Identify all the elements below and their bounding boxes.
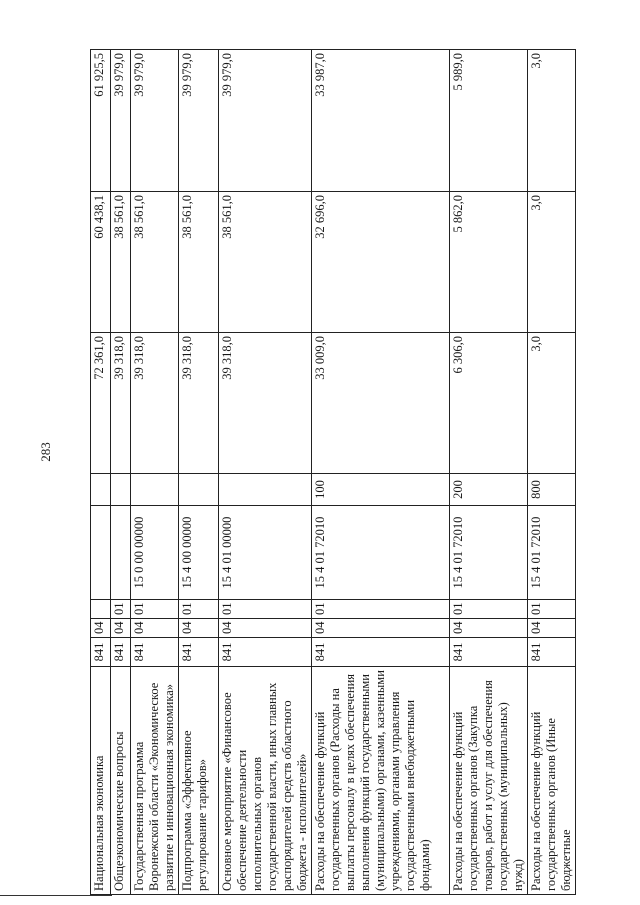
amount-year3: 39 979,0 [179,50,219,192]
amount-year3: 39 979,0 [219,50,312,192]
ministry-code: 841 [179,638,219,667]
row-name: Общеэкономические вопросы [111,667,131,895]
expense-type-code: 200 [450,474,528,506]
subsection-code: 01 [111,600,131,619]
table-row [179,50,219,895]
amount-year1: 3,0 [528,333,576,474]
amount-year1: 33 009,0 [312,333,450,474]
amount-year2: 60 438,1 [91,192,111,333]
row-name: Основное мероприятие «Финансовое обеспечение деятельности исполнительных органов государственной власти, иных главных распорядителей средств областного бюджета - исполнителей» [219,667,312,895]
expense-type-code [111,474,131,506]
amount-year2: 38 561,0 [111,192,131,333]
subsection-code: 01 [312,600,450,619]
amount-year1: 39 318,0 [219,333,312,474]
target-article-code [91,506,111,600]
footnote-rule [0,895,112,896]
expense-type-code [179,474,219,506]
target-article-code [111,506,131,600]
ministry-code: 841 [528,638,576,667]
table-row [111,50,131,895]
expense-type-code: 800 [528,474,576,506]
rotated-page-content [90,50,618,895]
expense-type-code [219,474,312,506]
target-article-code: 15 0 00 00000 [131,506,179,600]
section-code: 04 [111,619,131,638]
target-article-code: 15 4 00 00000 [179,506,219,600]
amount-year2: 3,0 [528,192,576,333]
target-article-code: 15 4 01 72010 [312,506,450,600]
row-name: Национальная экономика [91,667,111,895]
section-code: 04 [450,619,528,638]
row-name: Расходы на обеспечение функций государственных органов (Закупка товаров, работ и услуг для обеспечения государственных (муниципальных) нужд) [450,667,528,895]
amount-year3: 5 989,0 [450,50,528,192]
table-row [131,50,179,895]
section-code: 04 [91,619,111,638]
budget-table [90,49,576,895]
amount-year2: 38 561,0 [131,192,179,333]
expense-type-code: 100 [312,474,450,506]
target-article-code: 15 4 01 72010 [528,506,576,600]
table-row [312,50,450,895]
section-code: 04 [131,619,179,638]
amount-year3: 39 979,0 [131,50,179,192]
amount-year3: 39 979,0 [111,50,131,192]
row-name: Государственная программа Воронежской области «Экономическое развитие и инновационная экономика» [131,667,179,895]
amount-year1: 72 361,0 [91,333,111,474]
amount-year1: 39 318,0 [179,333,219,474]
ministry-code: 841 [91,638,111,667]
amount-year2: 38 561,0 [219,192,312,333]
subsection-code [91,600,111,619]
expense-type-code [91,474,111,506]
subsection-code: 01 [219,600,312,619]
section-code: 04 [528,619,576,638]
amount-year3: 61 925,5 [91,50,111,192]
row-name: Расходы на обеспечение функций государственных органов (Иные бюджетные [528,667,576,895]
target-article-code: 15 4 01 72010 [450,506,528,600]
subsection-code: 01 [450,600,528,619]
row-name: Подпрограмма «Эффективное регулирование тарифов» [179,667,219,895]
amount-year2: 5 862,0 [450,192,528,333]
amount-year2: 38 561,0 [179,192,219,333]
target-article-code: 15 4 01 00000 [219,506,312,600]
table-row [450,50,528,895]
amount-year2: 32 696,0 [312,192,450,333]
ministry-code: 841 [312,638,450,667]
section-code: 04 [312,619,450,638]
table-row [91,50,111,895]
amount-year1: 39 318,0 [131,333,179,474]
amount-year3: 33 987,0 [312,50,450,192]
table-row [528,50,576,895]
subsection-code: 01 [528,600,576,619]
subsection-code: 01 [179,600,219,619]
page-number: 283 [38,442,53,462]
section-code: 04 [219,619,312,638]
ministry-code: 841 [111,638,131,667]
table-row [219,50,312,895]
subsection-code: 01 [131,600,179,619]
row-name: Расходы на обеспечение функций государственных органов (Расходы на выплаты персоналу в целях обеспечения выполнения функций государственными (муниципальными) органами, казенными учреждениями, органами управления государственными внебюджетными фондами) [312,667,450,895]
section-code: 04 [179,619,219,638]
amount-year3: 3,0 [528,50,576,192]
amount-year1: 6 306,0 [450,333,528,474]
expense-type-code [131,474,179,506]
ministry-code: 841 [450,638,528,667]
ministry-code: 841 [219,638,312,667]
ministry-code: 841 [131,638,179,667]
amount-year1: 39 318,0 [111,333,131,474]
